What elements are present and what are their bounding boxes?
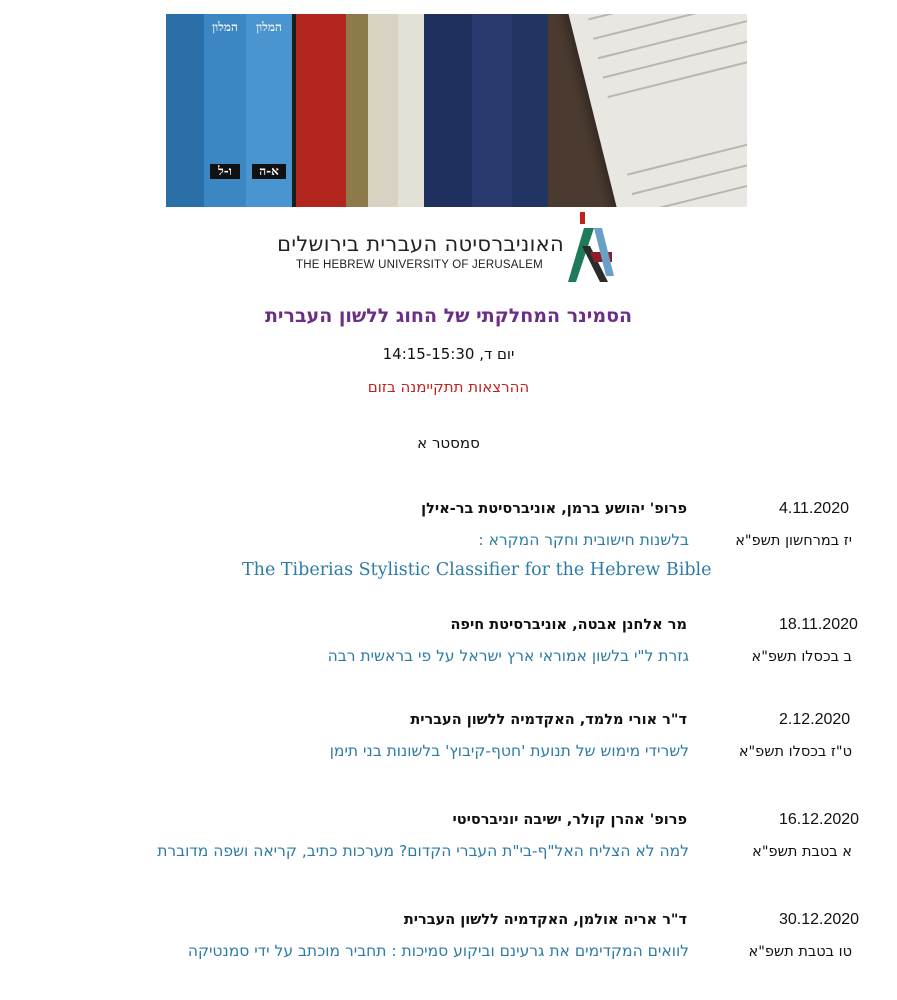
lecture-date: 18.11.2020 xyxy=(779,616,858,633)
lecture-row xyxy=(0,500,897,580)
semester-label: סמסטר א xyxy=(417,434,480,452)
lecture-topic: למה לא הצליח האל"ף-בי"ת העברי הקדום? מערכות כתיב, קריאה ושפה מדוברת xyxy=(157,842,689,860)
book-spine xyxy=(346,14,368,207)
university-emblem-icon xyxy=(568,212,616,284)
lecture-hebrew-date: ט"ז בכסלו תשפ"א xyxy=(738,744,852,760)
lecture-speaker: פרופ' יהושע ברמן, אוניברסיטת בר-אילן xyxy=(421,501,687,517)
lecture-hebrew-date: טו בטבת תשפ"א xyxy=(748,944,852,960)
lecture-speaker: ד"ר אריה אולמן, האקדמיה ללשון העברית xyxy=(403,912,687,928)
lecture-topic: בלשנות חישובית וחקר המקרא : xyxy=(478,531,689,549)
lecture-speaker: ד"ר אורי מלמד, האקדמיה ללשון העברית xyxy=(410,712,687,728)
book-spine: המלון ו-ל xyxy=(204,14,246,207)
lecture-date: 2.12.2020 xyxy=(779,711,851,728)
lecture-row xyxy=(0,616,897,686)
page-title: הסמינר המחלקתי של החוג ללשון העברית xyxy=(264,305,633,327)
lecture-topic: לוואים המקדימים את גרעינם וביקוע סמיכות : תחביר מוכתב על ידי סמנטיקה xyxy=(187,942,689,960)
seminar-time-text: יום ד, 14:15-15:30 xyxy=(382,345,515,363)
lecture-row xyxy=(0,911,897,981)
book-spine xyxy=(296,14,346,207)
lecture-speaker: פרופ' אהרן קולר, ישיבה יוניברסיטי xyxy=(452,812,687,828)
book-spine xyxy=(166,14,204,207)
lecture-hebrew-date: יז במרחשון תשפ"א xyxy=(735,533,852,549)
lecture-date: 4.11.2020 xyxy=(779,500,849,517)
lecture-row xyxy=(0,811,897,881)
lecture-row xyxy=(0,711,897,781)
logo-hebrew-text: האוניברסיטה העברית בירושלים xyxy=(277,232,564,256)
book-spine xyxy=(512,14,548,207)
banner-photo xyxy=(166,14,747,207)
book-spine xyxy=(368,14,398,207)
lecture-hebrew-date: א בטבת תשפ"א xyxy=(752,844,852,860)
lecture-speaker: מר אלחנן אבטה, אוניברסיטת חיפה xyxy=(450,617,687,633)
university-logo xyxy=(277,212,616,284)
zoom-note: ההרצאות תתקיימנה בזום xyxy=(367,378,530,396)
logo-english-text: THE HEBREW UNIVERSITY OF JERUSALEM xyxy=(296,259,543,271)
lecture-topic: לשרידי מימוש של תנועת 'חטף-קיבוץ' בלשונות בני תימן xyxy=(329,742,689,760)
seminar-time xyxy=(0,345,897,363)
lecture-topic-english: The Tiberias Stylistic Classifier for the Hebrew Bible xyxy=(242,560,712,580)
book-spine xyxy=(424,14,472,207)
lecture-date: 30.12.2020 xyxy=(779,911,860,928)
book-spine xyxy=(472,14,512,207)
book-spine: המלון א-ה xyxy=(246,14,292,207)
book-spine xyxy=(398,14,424,207)
lecture-topic: גזרת ל"י בלשון אמוראי ארץ ישראל על פי בראשית רבה xyxy=(327,647,689,665)
lecture-date: 16.12.2020 xyxy=(779,811,860,828)
lecture-hebrew-date: ב בכסלו תשפ"א xyxy=(751,649,852,665)
